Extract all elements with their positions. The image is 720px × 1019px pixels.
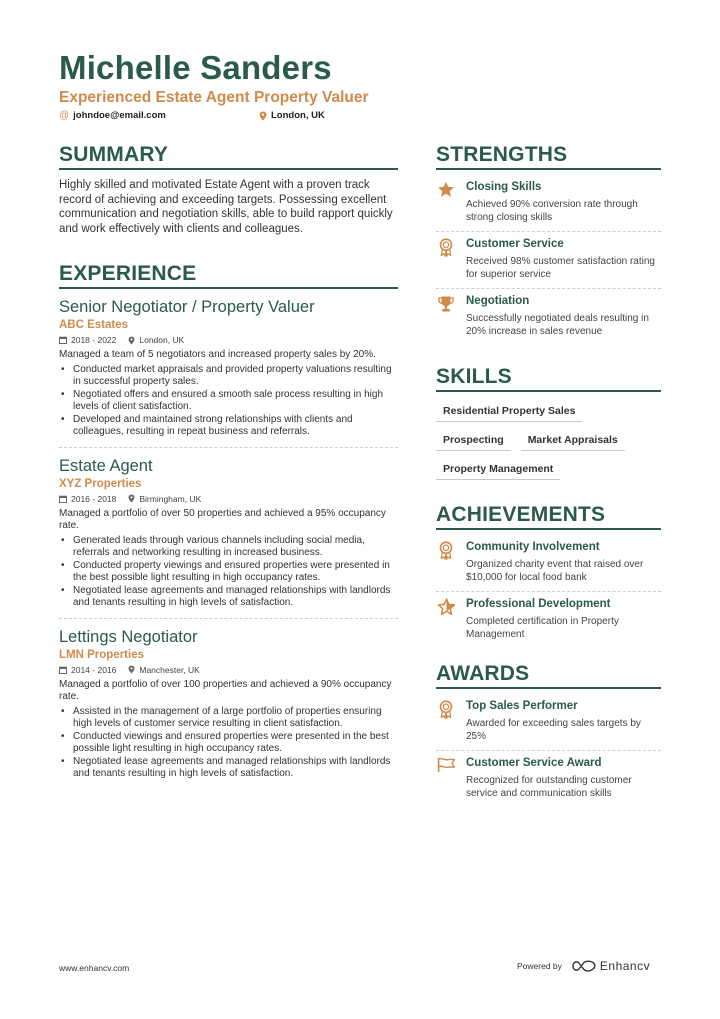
medal-icon	[438, 700, 454, 719]
awards-heading: AWARDS	[436, 662, 661, 689]
location-text: London, UK	[271, 110, 325, 121]
achievement-description: Completed certification in Property Management	[466, 616, 619, 640]
company-name: XYZ Properties	[59, 477, 142, 490]
award-description: Recognized for outstanding customer service and communication skills	[466, 775, 632, 799]
summary-heading: SUMMARY	[59, 143, 398, 170]
strength-description: Received 98% customer satisfaction rating for superior service	[466, 256, 655, 280]
candidate-title: Experienced Estate Agent Property Valuer	[59, 89, 369, 106]
skills-heading: SKILLS	[436, 365, 661, 392]
star-outline-icon	[437, 598, 456, 616]
job-description: Managed a portfolio of over 100 properties and achieved a 90% occupancy rate.	[59, 678, 392, 702]
skill-tag: Market Appraisals	[521, 427, 625, 451]
map-pin-icon	[128, 336, 135, 345]
award-item	[436, 751, 661, 807]
flag-icon	[437, 757, 456, 773]
right-column	[436, 143, 661, 807]
achievements-heading: ACHIEVEMENTS	[436, 503, 661, 530]
map-pin-icon	[128, 494, 135, 503]
map-pin-icon	[128, 665, 135, 674]
enhancv-logo-icon	[572, 960, 596, 972]
footer-website-link[interactable]: www.enhancv.com	[59, 963, 130, 973]
job-description: Managed a team of 5 negotiators and increased property sales by 20%.	[59, 349, 376, 360]
job-bullet: • Assisted in the management of a large portfolio of properties ensuring high levels of customer service resulting in client satisfaction.	[59, 706, 398, 731]
award-title: Top Sales Performer	[466, 700, 578, 712]
achievement-item	[436, 592, 661, 648]
strength-title: Customer Service	[466, 238, 564, 250]
brand-name: Enhancv	[599, 959, 651, 973]
contact-email[interactable]	[59, 110, 166, 121]
job-bullets	[59, 364, 398, 439]
star-icon	[437, 181, 455, 198]
strengths-heading: STRENGTHS	[436, 143, 661, 170]
award-item	[436, 694, 661, 751]
job-title: Senior Negotiator / Property Valuer	[59, 298, 315, 316]
trophy-icon	[437, 295, 455, 313]
contact-location	[259, 110, 325, 121]
skill-tag: Property Management	[436, 456, 560, 480]
achievement-item	[436, 535, 661, 592]
strength-title: Closing Skills	[466, 181, 542, 193]
award-description: Awarded for exceeding sales targets by 25%	[466, 718, 641, 742]
skills-list	[436, 398, 661, 485]
job-bullet: • Conducted property viewings and ensured properties were presented in the best possible light resulting in high occupancy rates.	[59, 560, 398, 585]
job-bullet: • Developed and maintained strong relationships with clients and colleagues, resulting in repeat business and referrals.	[59, 414, 398, 439]
job-bullet: • Negotiated lease agreements and managed relationships with landlords and tenants resulting in high levels of satisfaction.	[59, 585, 398, 610]
job-location: Manchester, UK	[139, 664, 200, 675]
strength-item	[436, 175, 661, 232]
job-bullet: • Conducted market appraisals and provided property valuations resulting in successful property sales.	[59, 364, 398, 389]
awards-list	[436, 694, 661, 807]
medal-icon	[438, 238, 454, 257]
strength-description: Successfully negotiated deals resulting in 20% increase in sales revenue	[466, 313, 649, 337]
job-bullets	[59, 706, 398, 781]
achievement-title: Community Involvement	[466, 541, 600, 553]
calendar-icon	[59, 666, 67, 674]
award-title: Customer Service Award	[466, 757, 602, 769]
job-meta	[59, 665, 398, 675]
strength-item	[436, 289, 661, 345]
strength-title: Negotiation	[466, 295, 530, 307]
candidate-name: Michelle Sanders	[59, 49, 332, 86]
strength-description: Achieved 90% conversion rate through strong closing skills	[466, 199, 638, 223]
left-column	[59, 143, 398, 789]
powered-by-label: Powered by	[517, 961, 562, 971]
job-title: Estate Agent	[59, 456, 153, 475]
strengths-list	[436, 175, 661, 345]
summary-text: Highly skilled and motivated Estate Agent with a proven track record of achieving and exceeding targets. Possessing excellent communication and negotiation skills, able to build rapport quickly and work effectively with clients and colleagues.	[59, 179, 393, 235]
calendar-icon	[59, 336, 67, 344]
job-dates: 2016 - 2018	[71, 493, 117, 504]
skill-tag: Prospecting	[436, 427, 511, 451]
experience-list	[59, 289, 398, 789]
skill-tag: Residential Property Sales	[436, 398, 582, 422]
achievement-description: Organized charity event that raised over $10,000 for local food bank	[466, 559, 644, 583]
job-entry	[59, 289, 398, 448]
company-name: LMN Properties	[59, 648, 144, 661]
job-meta	[59, 335, 398, 345]
achievements-list	[436, 535, 661, 648]
company-name: ABC Estates	[59, 319, 129, 331]
job-location: Birmingham, UK	[139, 493, 202, 504]
experience-heading: EXPERIENCE	[59, 262, 398, 289]
job-bullet: • Conducted viewings and ensured properties were presented in the best possible light resulting in high occupancy rates.	[59, 731, 398, 756]
job-meta	[59, 494, 398, 504]
job-bullet: • Negotiated lease agreements and managed relationships with landlords and tenants resulting in high levels of satisfaction.	[59, 756, 398, 781]
strength-item	[436, 232, 661, 289]
footer-branding[interactable]	[517, 959, 650, 973]
brand-logo	[572, 959, 650, 973]
calendar-icon	[59, 495, 67, 503]
job-dates: 2014 - 2016	[71, 664, 117, 675]
job-entry	[59, 619, 398, 789]
achievement-title: Professional Development	[466, 598, 611, 610]
email-text: johndoe@email.com	[73, 110, 166, 121]
job-bullets	[59, 535, 398, 610]
at-icon: @	[59, 110, 70, 121]
job-entry	[59, 448, 398, 619]
job-dates: 2018 - 2022	[71, 335, 117, 345]
job-description: Managed a portfolio of over 50 properties and achieved a 95% occupancy rate.	[59, 507, 386, 531]
job-bullet: • Generated leads through various channels including social media, referrals and networking resulting in increased business.	[59, 535, 398, 560]
job-location: London, UK	[139, 335, 185, 345]
job-bullet: • Negotiated offers and ensured a smooth sale process resulting in high levels of client satisfaction.	[59, 389, 398, 414]
medal-icon	[438, 541, 454, 560]
map-pin-icon	[259, 111, 267, 121]
job-title: Lettings Negotiator	[59, 627, 198, 646]
